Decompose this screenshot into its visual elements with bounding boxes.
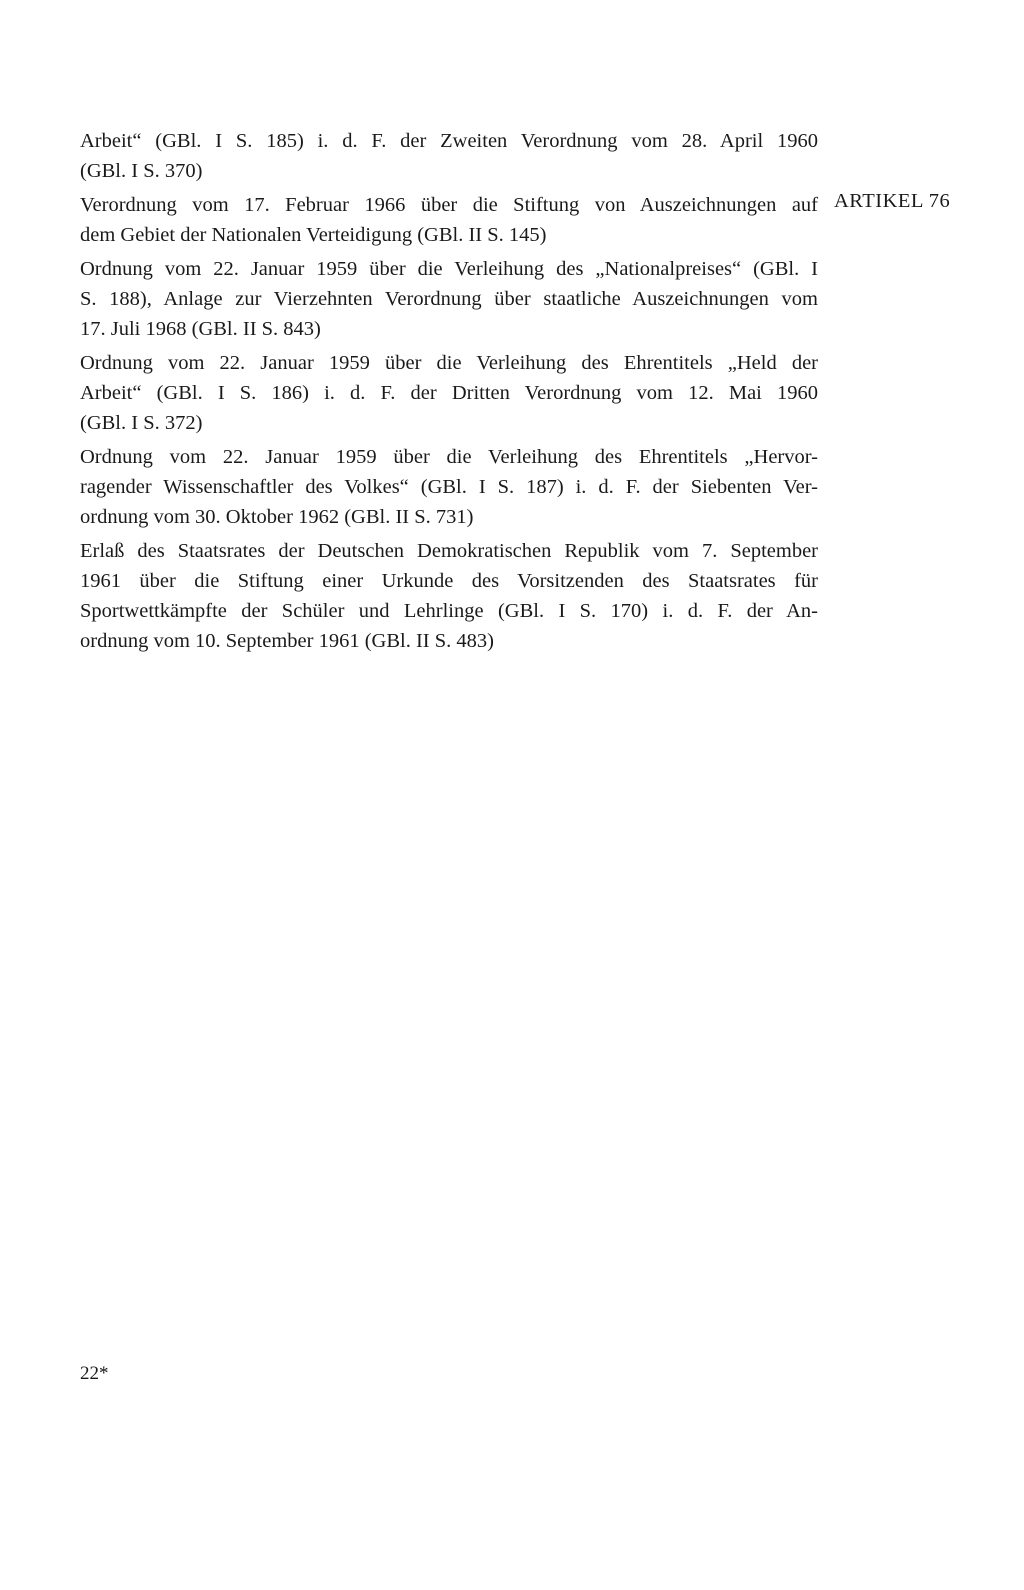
page-number: 22* — [80, 1363, 109, 1384]
text-line: Erlaß des Staatsrates der Deutschen Demokratischen Republik vom 7. September — [80, 540, 818, 562]
text-line: ragender Wissenschaftler des Volkes“ (GBl. I S. 187) i. d. F. der Siebenten Ver- — [80, 476, 818, 498]
article-margin-heading: ARTIKEL 76 — [834, 190, 951, 212]
reference-entry — [80, 190, 818, 250]
reference-entry — [80, 536, 818, 656]
text-line: ordnung vom 10. September 1961 (GBl. II S. 483) — [80, 630, 494, 652]
text-line: Ordnung vom 22. Januar 1959 über die Verleihung des Ehrentitels „Held der — [80, 352, 818, 374]
reference-entry — [80, 254, 818, 344]
text-line: 1961 über die Stiftung einer Urkunde des Vorsitzenden des Staatsrates für — [80, 570, 818, 592]
reference-entry — [80, 348, 818, 438]
legal-references-list — [80, 126, 818, 660]
text-line: (GBl. I S. 370) — [80, 160, 203, 182]
text-line: 17. Juli 1968 (GBl. II S. 843) — [80, 318, 321, 340]
text-line: Verordnung vom 17. Februar 1966 über die Stiftung von Auszeichnungen auf — [80, 194, 818, 216]
text-line: Ordnung vom 22. Januar 1959 über die Verleihung des Ehrentitels „Hervor- — [80, 446, 818, 468]
text-line: S. 188), Anlage zur Vierzehnten Verordnung über staatliche Auszeichnungen vom — [80, 288, 818, 310]
text-line: Arbeit“ (GBl. I S. 185) i. d. F. der Zweiten Verordnung vom 28. April 1960 — [80, 130, 818, 152]
reference-entry — [80, 126, 818, 186]
text-line: dem Gebiet der Nationalen Verteidigung (GBl. II S. 145) — [80, 224, 547, 246]
text-line: Sportwettkämpfte der Schüler und Lehrlinge (GBl. I S. 170) i. d. F. der An- — [80, 600, 818, 622]
text-line: ordnung vom 30. Oktober 1962 (GBl. II S. 731) — [80, 506, 474, 528]
text-line: Ordnung vom 22. Januar 1959 über die Verleihung des „Nationalpreises“ (GBl. I — [80, 258, 818, 280]
text-line: Arbeit“ (GBl. I S. 186) i. d. F. der Dritten Verordnung vom 12. Mai 1960 — [80, 382, 818, 404]
reference-entry — [80, 442, 818, 532]
text-line: (GBl. I S. 372) — [80, 412, 203, 434]
